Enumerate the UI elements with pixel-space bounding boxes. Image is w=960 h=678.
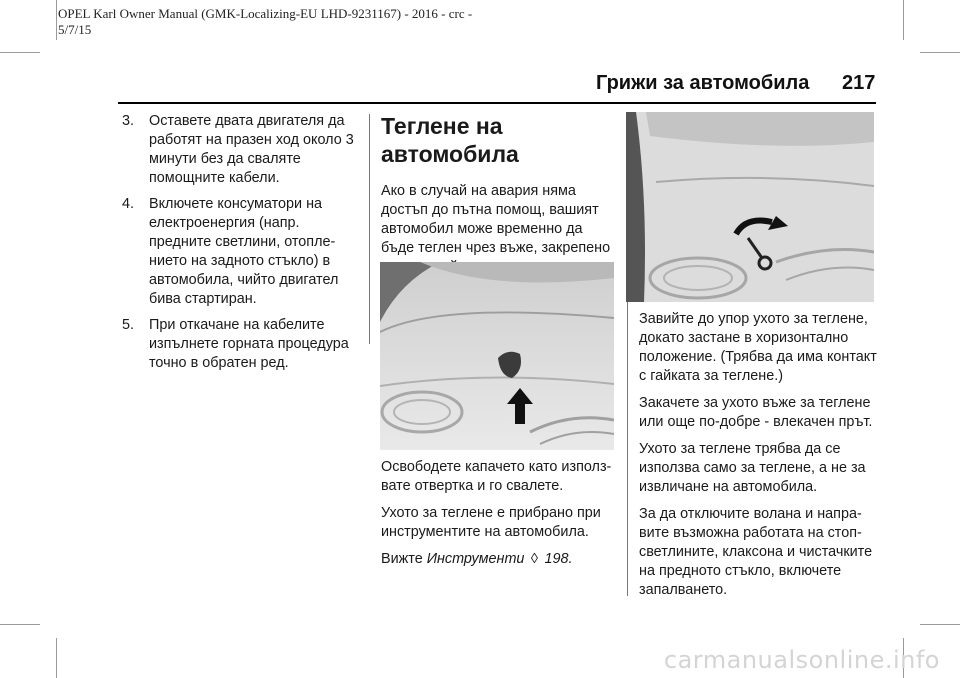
cross-reference [381, 550, 617, 569]
crop-mark [903, 0, 904, 40]
step-text: Включете консуматори на електроенергия (напр. предните светлини, отопле-нието на задното стъкло) в автомобила, чийто двигател бива стартиран. [149, 196, 339, 307]
reference-prefix: Вижте [381, 551, 427, 567]
usage-note-text: Ухото за теглене трябва да се използва само за теглене, а не за извличане на автомобила. [639, 441, 866, 495]
title-rule [118, 102, 876, 104]
towing-eye-illustration [626, 112, 874, 302]
step-text: Оставете двата двигателя да работят на празен ход около 3 минути без да сваляте помощните кабели. [149, 113, 354, 186]
cover-removal-text: Освободете капачето като използ-вате отвертка и го свалете. [381, 459, 612, 494]
crop-mark [920, 52, 960, 53]
right-column [639, 310, 879, 608]
attach-rope-text: Закачете за ухото въже за теглене или още по-добре - влекачен прът. [639, 395, 873, 430]
document-meta-line: OPEL Karl Owner Manual (GMK-Localizing-EU LHD-9231167) - 2016 - crc - [58, 6, 473, 21]
step-number: 3. [122, 113, 135, 129]
crop-mark [0, 624, 40, 625]
column-divider [369, 114, 370, 344]
towing-intro: Ако в случай на авария няма достъп до пътна помощ, вашият автомобил може временно да бъде теглен чрез въже, закрепено [381, 183, 611, 256]
left-column [122, 112, 354, 380]
bumper-cover-figure [380, 262, 614, 450]
step-number: 5. [122, 317, 135, 333]
step-text: При откачане на кабелите изпълнете горната процедура точно в обратен ред. [149, 317, 349, 371]
document-meta-date: 5/7/15 [58, 22, 92, 37]
crop-mark [56, 638, 57, 678]
towing-heading: Теглене на автомобила [381, 113, 519, 167]
reference-title: Инструменти [426, 551, 525, 567]
list-item [122, 112, 354, 188]
crop-mark [56, 0, 57, 40]
screw-in-text: Завийте до упор ухото за теглене, докато застане в хоризонтално положение. (Трябва да има контакт с гайката за теглене.) [639, 311, 877, 384]
watermark-brand: carmanualsonline.info [663, 646, 940, 674]
middle-column-lower [381, 458, 617, 577]
list-item [122, 316, 354, 373]
towing-eye-figure [626, 112, 874, 302]
reference-page: 198. [544, 551, 573, 567]
section-title: Грижи за автомобила [596, 72, 810, 94]
page-reference-icon: ◊ [530, 551, 538, 567]
middle-column [381, 112, 617, 285]
crop-mark [0, 52, 40, 53]
steps-list [122, 112, 354, 373]
bumper-cover-illustration [380, 262, 614, 450]
list-item [122, 195, 354, 309]
step-number: 4. [122, 196, 135, 212]
ignition-note-text: За да отключите волана и напра-вите възможна работата на стоп-светлините, клаксона и чистачките на предното стъкло, включете запалването. [639, 506, 873, 598]
document-meta [58, 6, 578, 38]
page-number: 217 [842, 72, 876, 94]
eye-storage-text: Ухото за теглене е прибрано при инструментите на автомобила. [381, 505, 601, 540]
crop-mark [920, 624, 960, 625]
